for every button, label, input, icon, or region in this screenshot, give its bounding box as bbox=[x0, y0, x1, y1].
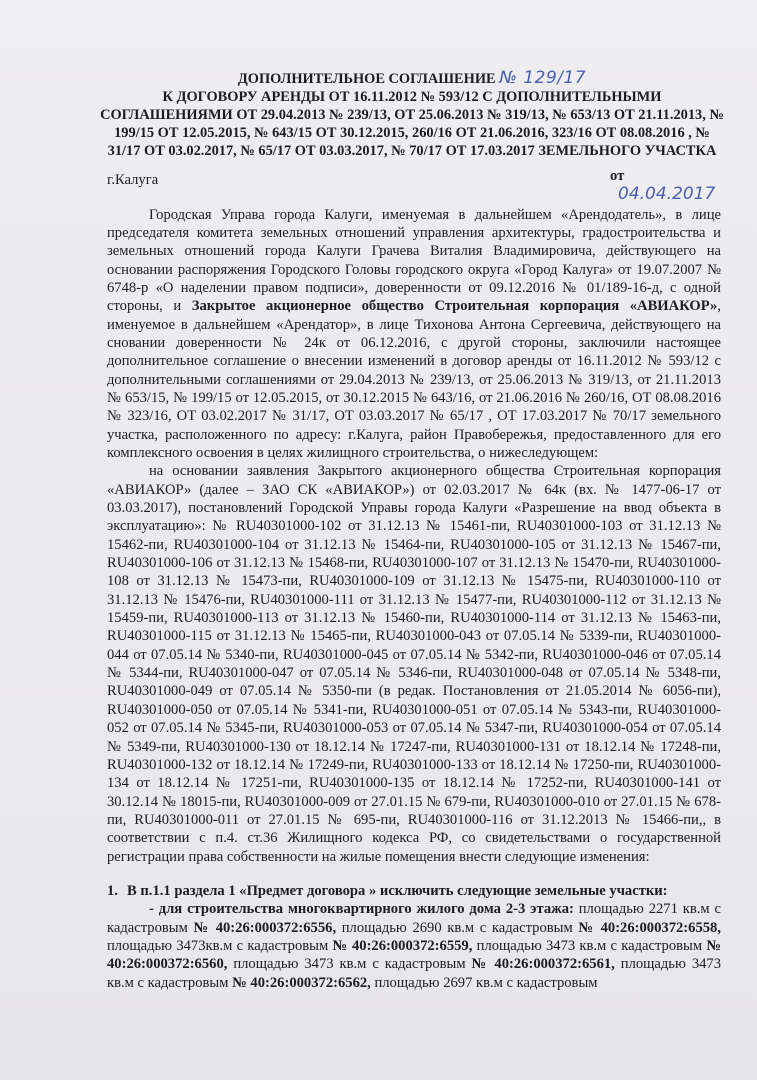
cadastral-number-5: № 40:26:000372:6561, bbox=[471, 956, 615, 973]
tenant-company-name: Закрытое акционерное общество Строительная корпорация «АВИАКОР» bbox=[191, 298, 718, 315]
clause-1 bbox=[107, 882, 721, 900]
clause-1-text: В п.1.1 раздела 1 «Предмет договора » исключить следующие земельные участки: bbox=[127, 882, 668, 899]
subitem-text-4: площадью 3473 кв.м с кадастровым bbox=[472, 937, 707, 954]
cadastral-number-6: № 40:26:000372:6562, bbox=[232, 974, 371, 991]
preamble-text-1: Городская Управа города Калуги, именуемая в дальнейшем «Арендодатель», в лице председателя комитета земельных отношений управления архитектуры, градостроительства и земельных отношений города Калуги Грачева Виталия Владимировича, действующего на основании распоряжения Городского Головы городского округа «Город Калуга» от 19.07.2007 № 6748-р «О наделении правом подписи», доверенности от 09.12.2016 № 01/189-16-д, с одной стороны, и bbox=[107, 206, 721, 315]
date-block bbox=[610, 167, 721, 205]
date-prefix: от bbox=[610, 167, 625, 184]
subitem-text-7: площадью 2697 кв.м с кадастровым bbox=[370, 974, 598, 991]
preamble-text-2: , именуемое в дальнейшем «Арендатор», в лице Тихонова Антона Сергеевича, действующего на сновании доверенности № 24к от 06.12.2016, с другой стороны, заключили настоящее дополнительное соглашение о внесении изменений в договор аренды от 16.11.2012 № 593/12 с дополнительными соглашениями от 29.04.2013 № 239/13, от 25.06.2013 № 319/13, от 21.11.2013 № 653/15, № 199/15 от 12.05.2015, от 30.12.2015 № 643/16, от 21.06.2016 № 260/16, ОТ 08.08.2016 № 323/16, ОТ 03.02.2017 № 31/17, ОТ 03.03.2017 № 65/17 , ОТ 17.03.2017 № 70/17 земельного участка, расположенного по адресу: г.Калуга, район Правобережья, предоставленного для его комплексного освоения в целях жилищного строительства, о нижеследующем: bbox=[107, 298, 721, 461]
subitem-text-5: площадью 3473 кв.м с кадастровым bbox=[227, 956, 472, 973]
subitem-text-1: площадью 2271 кв.м с кадастровым bbox=[107, 901, 721, 936]
document-body bbox=[100, 68, 724, 992]
clause-1-subitem bbox=[107, 900, 721, 992]
handwritten-date: 04.04.2017 bbox=[618, 183, 716, 204]
city-label: г.Калуга bbox=[107, 171, 159, 188]
basis-paragraph bbox=[107, 462, 721, 866]
cadastral-number-4: № 40:26:000372:6560, bbox=[107, 937, 721, 973]
clause-1-number: 1. bbox=[107, 882, 118, 899]
subitem-text-3: площадью 3473кв.м с кадастровым bbox=[107, 937, 333, 954]
cadastral-number-3: № 40:26:000372:6559, bbox=[332, 937, 473, 954]
cadastral-number-2: № 40:26:000372:6558, bbox=[578, 919, 721, 936]
handwritten-agreement-number: № 129/17 bbox=[499, 68, 587, 88]
place-date-row bbox=[107, 167, 721, 204]
subitem-text-2: площадью 2690 кв.м с кадастровым bbox=[336, 919, 579, 936]
title-heading: ДОПОЛНИТЕЛЬНОЕ СОГЛАШЕНИЕ bbox=[237, 71, 496, 87]
preamble-paragraph bbox=[107, 206, 721, 463]
subitem-text-6: площадью 3473 кв.м с кадастровым bbox=[107, 956, 722, 991]
cadastral-number-1: № 40:26:000372:6556, bbox=[193, 919, 337, 936]
document-title bbox=[99, 70, 725, 161]
title-subject: К ДОГОВОРУ АРЕНДЫ ОТ 16.11.2012 № 593/12 С ДОПОЛНИТЕЛЬНЫМИ СОГЛАШЕНИЯМИ ОТ 29.04.2013 № 239/13, ОТ 25.06.2013 № 319/13, № 653/13 ОТ 21.11.2013, № 199/15 ОТ 12.05.2015, № 643/15 ОТ 30.12.2015, 260/16 ОТ 21.06.2016, 323/16 ОТ 08.08.2016 , № 31/17 ОТ 03.02.2017, № 65/17 ОТ 03.03.2017, № 70/17 ОТ 17.03.2017 ЗЕМЕЛЬНОГО УЧАСТКА bbox=[100, 88, 724, 159]
subitem-intro: - для строительства многоквартирного жилого дома 2-3 этажа: bbox=[149, 901, 574, 918]
basis-text: на основании заявления Закрытого акционерного общества Строительная корпорация «АВИАКОР» (далее – ЗАО СК «АВИАКОР») от 02.03.2017 № 64к (вх. № 1477-06-17 от 03.03.2017), постановлений Городской Управы города Калуги «Разрешение на ввод объекта в эксплуатацию»: № RU40301000-102 от 31.12.13 № 15461-пи, RU40301000-103 от 31.12.13 № 15462-пи, RU40301000-104 от 31.12.13 № 15464-пи, RU40301000-105 от 31.12.13 № 15467-пи, RU40301000-106 от 31.12.13 № 15468-пи, RU40301000-107 от 31.12.13 № 15470-пи, RU40301000-108 от 31.12.13 № 15473-пи, RU40301000-109 от 31.12.13 № 15475-пи, RU40301000-110 от 31.12.13 № 15476-пи, RU40301000-111 от 31.12.13 № 15477-пи, RU40301000-112 от 31.12.13 № 15459-пи, RU40301000-113 от 31.12.13 № 15460-пи, RU40301000-114 от 31.12.13 № 15463-пи, RU40301000-115 от 31.12.13 № 15465-пи, RU40301000-043 от 07.05.14 № 5339-пи, RU40301000-044 от 07.05.14 № 5340-пи, RU40301000-045 от 07.05.14 № 5342-пи, RU40301000-046 от 07.05.14 № 5344-пи, RU40301000-047 от 07.05.14 № 5346-пи, RU40301000-048 от 07.05.14 № 5348-пи, RU40301000-049 от 07.05.14 № 5350-пи (в редак. Постановления от 21.05.2014 № 6056-пи), RU40301000-050 от 07.05.14 № 5341-пи, RU40301000-051 от 07.05.14 № 5343-пи, RU40301000-052 от 07.05.14 № 5345-пи, RU40301000-053 от 07.05.14 № 5347-пи, RU40301000-054 от 07.05.14 № 5349-пи, RU40301000-130 от 18.12.14 № 17247-пи, RU40301000-131 от 18.12.14 № 17248-пи, RU40301000-132 от 18.12.14 № 17249-пи, RU40301000-133 от 18.12.14 № 17250-пи, RU40301000-134 от 18.12.14 № 17251-пи, RU40301000-135 от 18.12.14 № 17252-пи, RU40301000-141 от 30.12.14 № 18015-пи, RU40301000-009 от 27.01.15 № 679-пи, RU40301000-010 от 27.01.15 № 678-пи, RU40301000-011 от 27.01.15 № 695-пи, RU40301000-116 от 31.12.2013 № 15466-пи,, в соответствии с п.4. ст.36 Жилищного кодекса РФ, со свидетельствами о государственной регистрации права собственности на жилые помещения внести следующие изменения: bbox=[107, 463, 721, 865]
